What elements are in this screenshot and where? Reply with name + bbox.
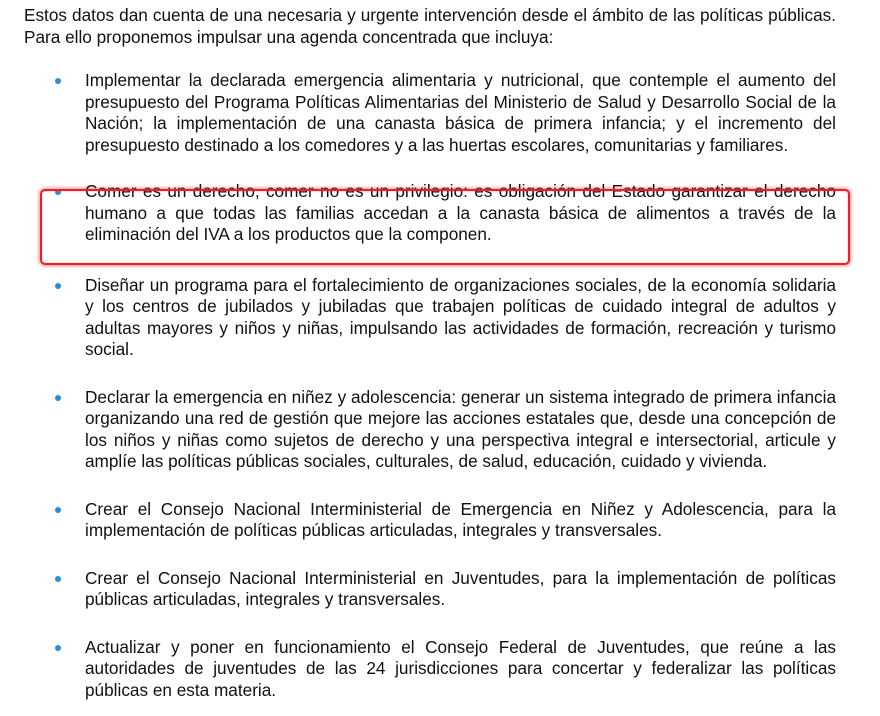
bullet-dot-icon <box>55 78 61 84</box>
list-item-text: Implementar la declarada emergencia alimentaria y nutricional, que contemple el aumento del presupuesto del Programa Políticas Alimentarias del Ministerio de Salud y Desarrollo Social de la Nación; la implementación de una canasta básica de primera infancia; y el incremento del presupuesto destinado a los comedores y a las huertas escolares, comunitarias y familiares. <box>85 70 836 155</box>
list-item-text: Diseñar un programa para el fortalecimiento de organizaciones sociales, de la economía solidaria y los centros de jubilados y jubiladas que trabajen políticas de cuidado integral de adultos y adultas mayores y niños y niñas, impulsando las actividades de formación, recreación y turismo social. <box>85 274 836 359</box>
bullet-dot-icon <box>55 576 61 582</box>
bullet-dot-icon <box>55 507 61 513</box>
list-item <box>24 499 836 542</box>
bullet-dot-icon <box>55 645 61 651</box>
list-item-text: Crear el Consejo Nacional Interministerial en Juventudes, para la implementación de políticas públicas articuladas, integrales y transversales. <box>85 567 836 609</box>
document-page <box>24 5 836 701</box>
list-item-text: Actualizar y poner en funcionamiento el Consejo Federal de Juventudes, que reúne a las autoridades de juventudes de las 24 jurisdicciones para concertar y federalizar las políticas públicas en esta materia. <box>85 636 836 700</box>
list-item <box>24 637 836 702</box>
list-item-text: Crear el Consejo Nacional Interministerial de Emergencia en Niñez y Adolescencia, para la implementación de políticas públicas articuladas, integrales y transversales. <box>85 498 836 540</box>
intro-paragraph: Estos datos dan cuenta de una necesaria y urgente intervención desde el ámbito de las políticas públicas. Para ello proponemos impulsar una agenda concentrada que incluya: <box>24 5 836 47</box>
highlighted-list-item <box>24 181 836 246</box>
list-item <box>24 275 836 361</box>
list-item <box>24 387 836 473</box>
list-item-text: Comer es un derecho, comer no es un privilegio: es obligación del Estado garantizar el derecho humano a que todas las familias accedan a la canasta básica de alimentos a través de la eliminación del IVA a los productos que la componen. <box>85 181 836 244</box>
bullet-dot-icon <box>55 283 61 289</box>
proposal-list <box>24 70 836 701</box>
list-item <box>24 568 836 611</box>
bullet-dot-icon <box>55 395 61 401</box>
list-item-text: Declarar la emergencia en niñez y adolescencia: generar un sistema integrado de primera infancia organizando una red de gestión que mejore las acciones estatales que, desde una concepción de los niños y niñas como sujetos de derecho y una perspectiva integral e intersectorial, articule y amplíe las políticas públicas sociales, culturales, de salud, educación, cuidado y vivienda. <box>85 386 836 471</box>
bullet-dot-icon <box>55 189 61 195</box>
list-item <box>24 70 836 156</box>
